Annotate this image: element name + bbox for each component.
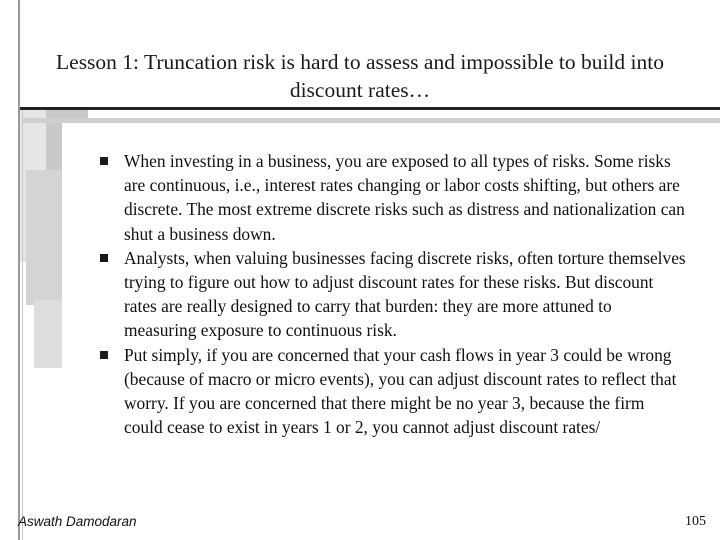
slide-title: Lesson 1: Truncation risk is hard to assess and impossible to build into discount rates… [56, 50, 664, 102]
footer-author: Aswath Damodaran [18, 514, 137, 529]
bullet-text: Put simply, if you are concerned that your cash flows in year 3 could be wrong (because of macro or micro events), you can adjust discount rates to reflect that worry. If you are concerned that there might be no year 3, because the firm could cease to exist in years 1 or 2, you cannot adjust discount rates/ [124, 344, 677, 438]
bullet-text: When investing in a business, you are exposed to all types of risks. Some risks are continuous, i.e., interest rates changing or labor costs shifting, but others are discrete. The most extreme discrete risks such as distress and nationalization can shut a business down. [124, 151, 685, 244]
bullet-text: Analysts, when valuing businesses facing discrete risks, often torture themselves trying to figure out how to adjust discount rates for these risks. But discount rates are really designed to carry that burden: they are more attuned to measuring exposure to continuous risk. [124, 247, 686, 341]
bullet-item [96, 149, 686, 246]
decorative-block [34, 300, 62, 368]
bullet-item [96, 246, 686, 343]
title-divider [20, 107, 720, 110]
bullet-item [96, 343, 686, 440]
decorative-block [26, 170, 62, 305]
square-bullet-icon [100, 351, 108, 359]
bullet-list [96, 149, 686, 439]
square-bullet-icon [100, 157, 108, 165]
page-number: 105 [685, 514, 706, 529]
square-bullet-icon [100, 254, 108, 262]
